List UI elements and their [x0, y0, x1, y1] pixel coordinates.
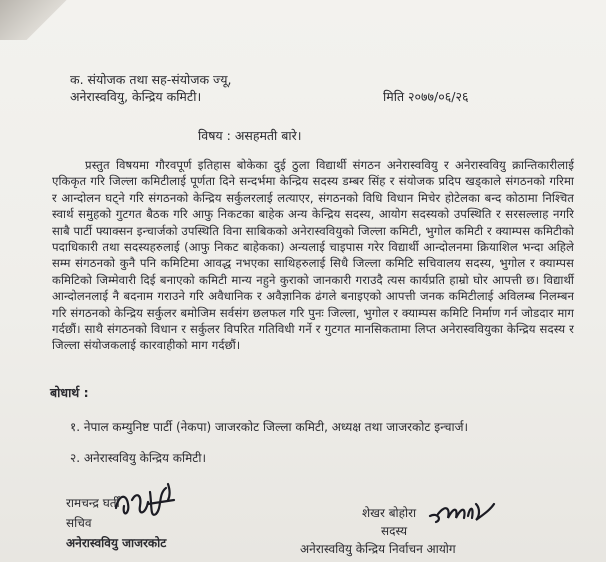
- letter-body: [52, 157, 574, 354]
- left-signatory-name: रामचन्द्र घर्ती: [66, 496, 120, 510]
- letter-subject: विषय : असहमती बारे।: [198, 128, 302, 143]
- cc-item-1: १. नेपाल कम्युनिष्ट पार्टी (नेकपा) जाजरकोट जिल्ला कमिटी, अध्यक्ष तथा जाजरकोट इन्चार्ज।: [70, 420, 469, 434]
- right-signatory-org: अनेरास्ववियु केन्द्रिय निर्वाचन आयोग: [300, 542, 456, 556]
- letter-date: मिति २०७७/०६/२६: [383, 89, 469, 104]
- cc-title: बोधार्थ :: [50, 385, 89, 400]
- cc-item-2: २. अनेरास्ववियु केन्द्रिय कमिटी।: [70, 451, 206, 465]
- recipient-line-1: क. संयोजक तथा सह-संयोजक ज्यू,: [70, 72, 232, 87]
- right-signature: [428, 494, 500, 528]
- right-signatory-name: शेखर बोहोरा: [362, 506, 417, 520]
- body-paragraph: प्रस्तुत विषयमा गौरवपूर्ण इतिहास बोकेका दुई ठुला विद्यार्थी संगठन अनेरास्ववियु र अनेरास्ववियु क्रान्तिकारीलाई एकिकृत गरि जिल्ला कमिटीलाई पूर्णता दिने सन्दर्भमा केन्द्रिय सदस्य डम्बर सिंह र संयोजक प्रदिप खड्काले संगठनको गरिमा र आन्दोलन घट्ने गरि संगठनको केन्द्रिय सर्कुलरलाई लत्याएर, संगठनको विधि विधान मिचेर होटेलका बन्द कोठामा निश्चित स्वार्थ समुहको गुटगत बैठक गरि आफु निकटका बाहेक अन्य केन्द्रिय सदस्य, आयोग सदस्यको उपस्थिति र सरसल्लाह नगरि साबै पार्टी फ्याक्सन इन्चार्जको उपस्थिति विना साबिकको अनेरास्ववियुको जिल्ला कमिटी, भुगोल कमिटी र क्याम्पस कमिटीको पदाधिकारी तथा सदस्यहरुलाई (आफु निकट बाहेकका) अन्यलाई चाइपास गरेर विद्यार्थी आन्दोलनमा क्रियाशिल भन्दा अहिले सम्म संगठनको कुनै पनि कमिटिमा आवद्ध नभएका साथिहरुलाई सिधै जिल्ला कमिटि सचिवालय सदस्य, भुगोल र क्याम्पस कमिटिको जिम्मेवारी दिई बनाएको कमिटी मान्य नहुने कुराको जानकारी गराउदै त्यस कार्यप्रति हाम्रो घोर आपत्ती छ। विद्यार्थी आन्दोलनलाई नै बदनाम गराउने गरि अवैधानिक र अवैज्ञानिक ढंगले बनाइएको आपत्ती जनक कमिटीलाई अविलम्ब निलम्बन गरि संगठनको केन्द्रिय सर्कुलर बमोजिम सर्वसंग छलफल गरि पुनः जिल्ला, भुगोल र क्याम्पस कमिटि निर्माण गर्न जोडदार माग गर्दछौं। साथै संगठनको विधान र सर्कुलर विपरित गतिविधी गर्ने र गुटगत मानसिकतामा लिप्त अनेरास्ववियुका केन्द्रिय सदस्य र जिल्ला संयोजकलाई कारवाहीको माग गर्दछौं।: [52, 158, 574, 353]
- left-signatory-org: अनेरास्ववियु जाजरकोट: [66, 536, 167, 550]
- recipient-line-2: अनेरास्ववियु, केन्द्रिय कमिटी।: [70, 89, 202, 104]
- right-signatory-title: सदस्य: [381, 524, 408, 538]
- left-signatory-title: सचिव: [66, 516, 92, 530]
- left-signature: [112, 478, 182, 526]
- paper-fold-shadow: [0, 0, 70, 40]
